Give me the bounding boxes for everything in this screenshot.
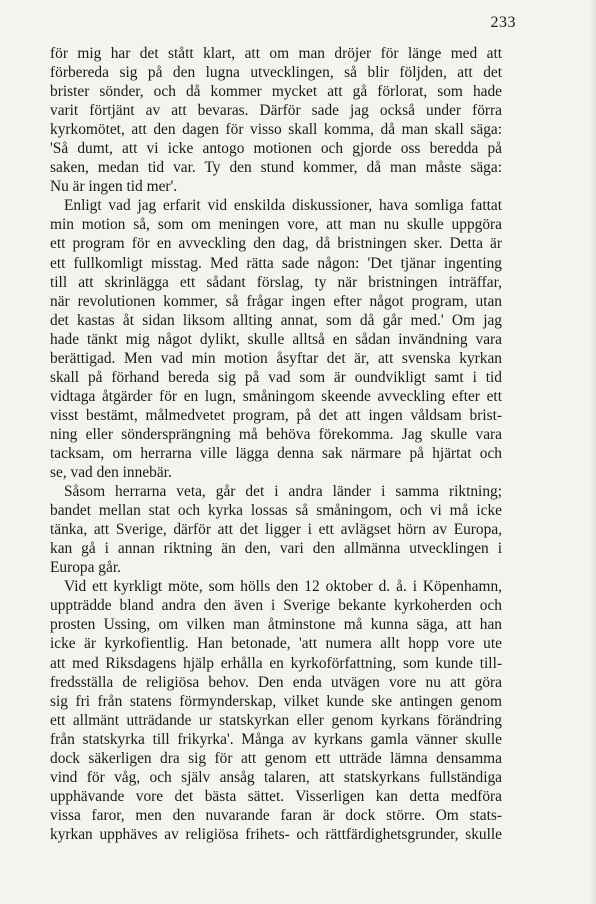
text-line: ning eller söndersprängning må behöva förekomma. Jag skulle vara: [50, 425, 502, 443]
text-line: Vid ett kyrkligt möte, som hölls den 12 oktober d. å. i Köpenhamn,: [64, 578, 502, 596]
text-line: se, vad den innebär.: [50, 464, 172, 482]
text-line: för mig har det stått klart, att om man dröjer för länge med att: [50, 45, 502, 62]
text-line: bandet mellan stat och kyrka lossas så småningom, och vi må icke: [50, 502, 502, 520]
page-edge-shadow: [590, 0, 596, 904]
text-line: sig fri från statens förmynderskap, vilket kunde ske antingen genom: [50, 692, 502, 710]
text-line: kyrkan upphäves av religiösa frihets- och rättfärdighetsgrunder, skulle: [50, 825, 502, 843]
text-line: dock säkerligen dra sig för att genom ett utträde lämna densamma: [50, 749, 502, 767]
text-line: kyrkomötet, att den dagen för visso skall komma, då man skall säga:: [50, 121, 502, 139]
text-line: tänka, att Sverige, därför att det ligger i ett avlägset hörn av Europa,: [50, 521, 502, 539]
text-line: ett program för en avveckling den dag, då bristningen sker. Detta är: [50, 235, 502, 253]
text-line: ett fullkomligt misstag. Med rätta sade någon: 'Det tjänar ingenting: [50, 254, 502, 272]
text-line: Europa går.: [50, 559, 121, 577]
text-line: saken, medan tid var. Ty den stund kommer, då man måste säga:: [50, 159, 502, 177]
text-line: visst bestämt, målmedvetet program, på det att ingen våldsam brist-: [50, 406, 502, 424]
text-line: förbereda sig på den lugna utvecklingen, så blir följden, att det: [50, 64, 502, 82]
page-number: 233: [490, 14, 516, 31]
text-line: vidtaga åtgärder för en lugn, småningom skeende avveckling efter ett: [50, 387, 502, 405]
text-line: Enligt vad jag erfarit vid enskilda diskussioner, hava somliga fattat: [64, 197, 502, 215]
text-line: varit förtjänt av att bevaras. Därför sade jag också under förra: [50, 102, 502, 120]
text-line: tacksam, om herrarna ville lägga denna sak närmare på hjärtat och: [50, 444, 502, 462]
text-line: att med Riksdagens hjälp erhålla en kyrkoförfattning, som kunde till-: [50, 654, 502, 672]
text-line: det kastas åt sidan liksom allting annat, som då går med.' Om jag: [50, 311, 502, 329]
text-line: när revolutionen kommer, så frågar ingen efter något program, utan: [50, 292, 502, 310]
text-line: hade tänkt mig något dylikt, skulle alltså en sådan invändning vara: [50, 330, 502, 348]
text-line: prosten Ussing, om vilken man åtminstone må kunna säga, att han: [50, 616, 502, 634]
text-line: min motion så, som om meningen vore, att man nu skulle uppgöra: [50, 216, 502, 234]
text-line: vissa faror, men den nuvarande faran är dock större. Om stats-: [50, 806, 502, 824]
text-line: från statskyrka till frikyrka'. Många av kyrkans gamla vänner skulle: [50, 730, 502, 748]
text-line: icke är kyrkofientlig. Han betonade, 'att numera allt hopp vore ute: [50, 635, 502, 653]
text-line: uppträdde bland andra den även i Sverige bekante kyrkoherden och: [50, 597, 502, 615]
text-line: Nu är ingen tid mer'.: [50, 178, 178, 196]
text-line: vind för våg, och själv ansåg talaren, att statskyrkans fullständiga: [50, 768, 502, 786]
text-line: fredsställa de religiösa behov. Den enda utvägen vore nu att göra: [50, 673, 502, 691]
text-line: till att skrinlägga ett sådant förslag, ty när bristningen inträffar,: [50, 273, 502, 291]
body-text: [50, 44, 502, 844]
text-line: upphävande vore det bästa sättet. Visserligen kan detta medföra: [50, 787, 502, 805]
text-line: berättigad. Men vad min motion åsyftar det är, att svenska kyrkan: [50, 349, 502, 367]
text-line: kan gå i annan riktning än den, vari den allmänna utvecklingen i: [50, 540, 502, 558]
text-line: ett allmänt utträdande ur statskyrkan eller genom kyrkans förändring: [50, 711, 502, 729]
text-line: skall på förhand bereda sig på vad som är oundvikligt samt i tid: [50, 368, 502, 386]
text-line: Såsom herrarna veta, går det i andra länder i samma riktning;: [64, 483, 502, 501]
text-line: brister sönder, och då kommer mycket att gå förlorat, som hade: [50, 83, 502, 101]
text-line: 'Så dumt, att vi icke antogo motionen och gjorde oss beredda på: [50, 140, 502, 158]
